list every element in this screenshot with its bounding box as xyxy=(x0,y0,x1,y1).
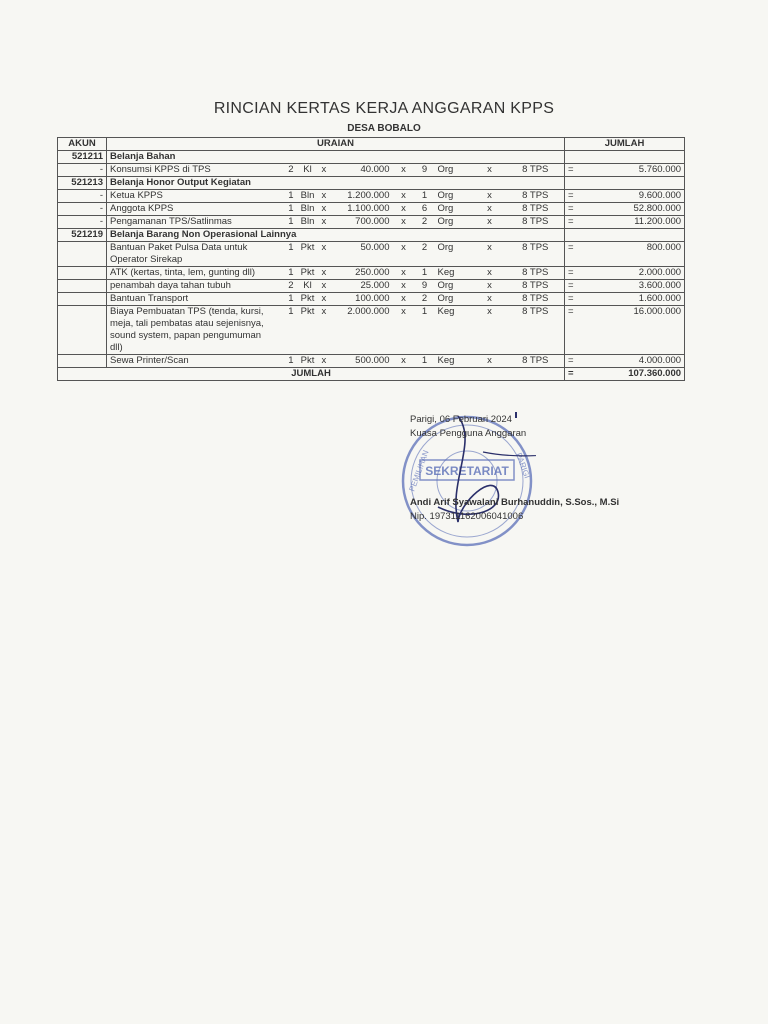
item-unit-2: Org xyxy=(435,242,473,267)
item-unit: Bln xyxy=(297,190,319,203)
total-eq: = xyxy=(565,368,579,381)
item-total: 2.000.000 xyxy=(579,267,685,280)
item-times: x xyxy=(393,164,415,177)
header-jumlah: JUMLAH xyxy=(565,138,685,151)
item-eq: = xyxy=(565,306,579,355)
item-qty: 2 xyxy=(277,280,297,293)
document-title: RINCIAN KERTAS KERJA ANGGARAN KPPS xyxy=(213,100,555,117)
item-price: 2.000.000 xyxy=(333,306,393,355)
item-times: x xyxy=(319,280,333,293)
item-description: Biaya Pembuatan TPS (tenda, kursi, meja, tali pembatas atau sejenisnya, sound system, papan pengumuman dll) xyxy=(107,306,277,355)
item-qty: 1 xyxy=(277,306,297,355)
item-unit: Bln xyxy=(297,216,319,229)
item-qty: 1 xyxy=(277,267,297,280)
item-unit-2: Keg xyxy=(435,355,473,368)
item-dash: - xyxy=(58,164,107,177)
item-dash xyxy=(58,306,107,355)
item-unit-2: Keg xyxy=(435,267,473,280)
item-times: x xyxy=(319,306,333,355)
item-unit: Pkt xyxy=(297,242,319,267)
item-qty: 1 xyxy=(277,355,297,368)
item-unit-2: Org xyxy=(435,280,473,293)
item-unit-2: Keg xyxy=(435,306,473,355)
account-name: Belanja Barang Non Operasional Lainnya xyxy=(107,229,565,242)
table-header-row xyxy=(58,138,685,151)
item-unit: Pkt xyxy=(297,306,319,355)
item-eq: = xyxy=(565,242,579,267)
item-description: Anggota KPPS xyxy=(107,203,277,216)
group-row xyxy=(58,229,685,242)
item-description: Bantuan Transport xyxy=(107,293,277,306)
line-item-row xyxy=(58,306,685,355)
item-unit-2: Org xyxy=(435,190,473,203)
line-item-row xyxy=(58,355,685,368)
item-qty-2: 2 xyxy=(415,242,435,267)
line-item-row xyxy=(58,216,685,229)
item-qty-2: 9 xyxy=(415,164,435,177)
signature-place-date: Parigi, 06 Februari 2024 xyxy=(410,414,512,425)
item-price: 1.100.000 xyxy=(333,203,393,216)
item-qty-2: 1 xyxy=(415,190,435,203)
item-total: 9.600.000 xyxy=(579,190,685,203)
group-amount-empty xyxy=(565,229,685,242)
item-unit-2: Org xyxy=(435,293,473,306)
item-price: 250.000 xyxy=(333,267,393,280)
item-price: 40.000 xyxy=(333,164,393,177)
stamp-ring-right: PARIGI xyxy=(514,451,532,480)
item-qty: 1 xyxy=(277,203,297,216)
group-amount-empty xyxy=(565,151,685,164)
item-price: 50.000 xyxy=(333,242,393,267)
item-price: 1.200.000 xyxy=(333,190,393,203)
item-times: x xyxy=(393,355,415,368)
account-name: Belanja Honor Output Kegiatan xyxy=(107,177,565,190)
line-item-row xyxy=(58,203,685,216)
item-times: x xyxy=(393,267,415,280)
stamp-ring-left: PEMILIHAN xyxy=(407,449,431,493)
item-dash xyxy=(58,280,107,293)
item-qty-2: 1 xyxy=(415,267,435,280)
item-description: Ketua KPPS xyxy=(107,190,277,203)
item-description: Pengamanan TPS/Satlinmas xyxy=(107,216,277,229)
item-qty-2: 2 xyxy=(415,293,435,306)
item-dash xyxy=(58,242,107,267)
item-qty-2: 2 xyxy=(415,216,435,229)
item-times: x xyxy=(473,164,507,177)
line-item-row xyxy=(58,242,685,267)
item-total: 11.200.000 xyxy=(579,216,685,229)
item-times: x xyxy=(393,242,415,267)
account-code: 521211 xyxy=(58,151,107,164)
item-qty: 2 xyxy=(277,164,297,177)
item-times: x xyxy=(319,355,333,368)
item-times: x xyxy=(473,242,507,267)
header-akun: AKUN xyxy=(58,138,107,151)
signature-nip: Nip. 197311162006041006 xyxy=(410,511,524,522)
item-times: x xyxy=(319,267,333,280)
item-tps: 8 TPS xyxy=(507,242,565,267)
table-body xyxy=(58,151,685,368)
item-price: 100.000 xyxy=(333,293,393,306)
item-times: x xyxy=(319,164,333,177)
item-eq: = xyxy=(565,280,579,293)
document-subtitle: DESA BOBALO xyxy=(347,123,421,134)
total-value: 107.360.000 xyxy=(579,368,685,381)
line-item-row xyxy=(58,280,685,293)
item-times: x xyxy=(393,216,415,229)
item-unit-2: Org xyxy=(435,164,473,177)
item-times: x xyxy=(473,216,507,229)
item-times: x xyxy=(319,242,333,267)
item-unit: Bln xyxy=(297,203,319,216)
account-name: Belanja Bahan xyxy=(107,151,565,164)
item-times: x xyxy=(473,203,507,216)
item-price: 700.000 xyxy=(333,216,393,229)
item-eq: = xyxy=(565,216,579,229)
line-item-row xyxy=(58,190,685,203)
item-dash xyxy=(58,355,107,368)
item-times: x xyxy=(393,293,415,306)
item-tps: 8 TPS xyxy=(507,280,565,293)
item-tps: 8 TPS xyxy=(507,190,565,203)
item-times: x xyxy=(473,280,507,293)
item-times: x xyxy=(473,293,507,306)
item-unit-2: Org xyxy=(435,203,473,216)
item-times: x xyxy=(319,190,333,203)
item-qty-2: 1 xyxy=(415,306,435,355)
item-times: x xyxy=(473,267,507,280)
signature-role: Kuasa Pengguna Anggaran xyxy=(410,428,527,439)
group-row xyxy=(58,177,685,190)
item-dash: - xyxy=(58,190,107,203)
account-code: 521219 xyxy=(58,229,107,242)
total-label: JUMLAH xyxy=(58,368,565,381)
item-times: x xyxy=(393,203,415,216)
item-qty-2: 1 xyxy=(415,355,435,368)
item-dash: - xyxy=(58,216,107,229)
item-tps: 8 TPS xyxy=(507,306,565,355)
total-row xyxy=(58,368,685,381)
item-dash xyxy=(58,293,107,306)
item-times: x xyxy=(319,293,333,306)
item-unit-2: Org xyxy=(435,216,473,229)
item-total: 4.000.000 xyxy=(579,355,685,368)
item-qty: 1 xyxy=(277,190,297,203)
item-tps: 8 TPS xyxy=(507,216,565,229)
line-item-row xyxy=(58,164,685,177)
item-eq: = xyxy=(565,190,579,203)
item-qty: 1 xyxy=(277,216,297,229)
item-times: x xyxy=(393,306,415,355)
item-times: x xyxy=(319,203,333,216)
budget-table xyxy=(57,137,685,381)
item-dash: - xyxy=(58,203,107,216)
header-uraian: URAIAN xyxy=(107,138,565,151)
item-unit: Pkt xyxy=(297,355,319,368)
item-unit: Pkt xyxy=(297,293,319,306)
item-description: ATK (kertas, tinta, lem, gunting dll) xyxy=(107,267,277,280)
item-tps: 8 TPS xyxy=(507,267,565,280)
item-price: 500.000 xyxy=(333,355,393,368)
line-item-row xyxy=(58,267,685,280)
item-tps: 8 TPS xyxy=(507,355,565,368)
item-total: 1.600.000 xyxy=(579,293,685,306)
item-unit: Pkt xyxy=(297,267,319,280)
item-description: Konsumsi KPPS di TPS xyxy=(107,164,277,177)
item-times: x xyxy=(473,306,507,355)
item-description: penambah daya tahan tubuh xyxy=(107,280,277,293)
item-total: 52.800.000 xyxy=(579,203,685,216)
item-eq: = xyxy=(565,203,579,216)
item-description: Sewa Printer/Scan xyxy=(107,355,277,368)
item-qty: 1 xyxy=(277,293,297,306)
item-times: x xyxy=(393,190,415,203)
item-eq: = xyxy=(565,355,579,368)
item-times: x xyxy=(473,355,507,368)
line-item-row xyxy=(58,293,685,306)
item-tps: 8 TPS xyxy=(507,203,565,216)
group-row xyxy=(58,151,685,164)
stamp-text: SEKRETARIAT xyxy=(425,464,509,478)
item-description: Bantuan Paket Pulsa Data untuk Operator Sirekap xyxy=(107,242,277,267)
item-tps: 8 TPS xyxy=(507,164,565,177)
item-qty: 1 xyxy=(277,242,297,267)
item-total: 5.760.000 xyxy=(579,164,685,177)
item-times: x xyxy=(393,280,415,293)
item-times: x xyxy=(319,216,333,229)
item-unit: Kl xyxy=(297,280,319,293)
item-total: 3.600.000 xyxy=(579,280,685,293)
group-amount-empty xyxy=(565,177,685,190)
item-eq: = xyxy=(565,293,579,306)
item-eq: = xyxy=(565,267,579,280)
item-dash xyxy=(58,267,107,280)
item-tps: 8 TPS xyxy=(507,293,565,306)
item-times: x xyxy=(473,190,507,203)
account-code: 521213 xyxy=(58,177,107,190)
item-qty-2: 9 xyxy=(415,280,435,293)
item-price: 25.000 xyxy=(333,280,393,293)
item-qty-2: 6 xyxy=(415,203,435,216)
item-unit: Kl xyxy=(297,164,319,177)
signature-name: Andi Arif Syawalani Burhanuddin, S.Sos., M.Si xyxy=(410,497,620,508)
item-total: 800.000 xyxy=(579,242,685,267)
item-eq: = xyxy=(565,164,579,177)
item-total: 16.000.000 xyxy=(579,306,685,355)
